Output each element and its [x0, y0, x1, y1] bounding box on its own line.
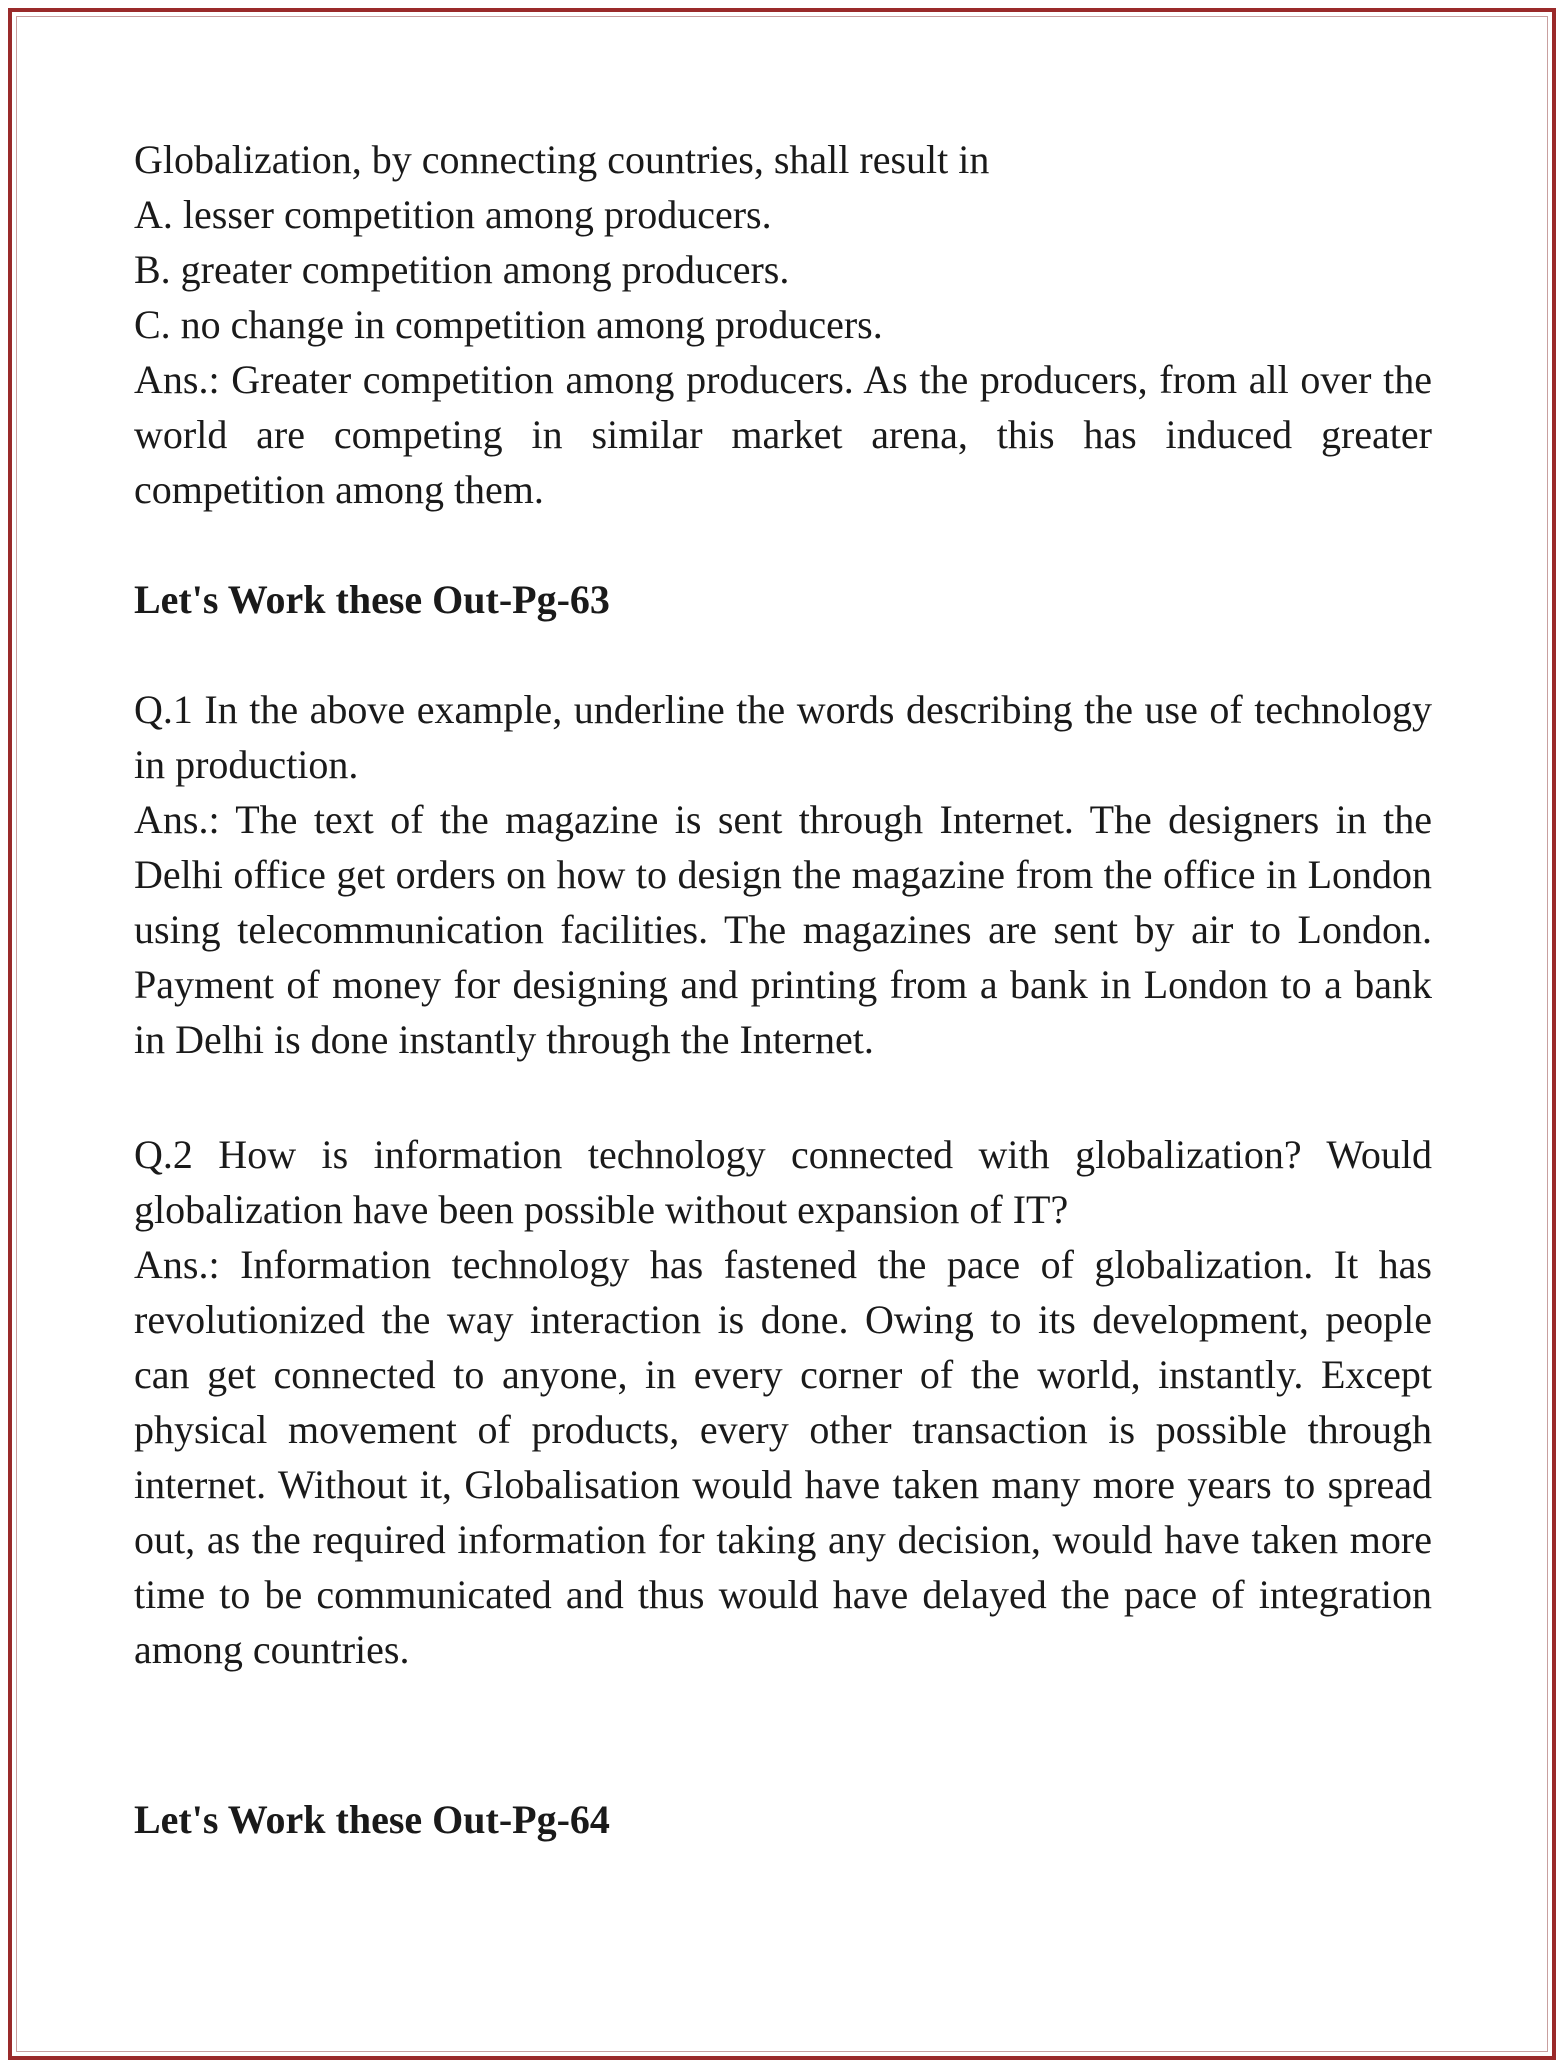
section-heading-pg63: Let's Work these Out-Pg-63: [134, 577, 610, 622]
question-2: [134, 1127, 1432, 1677]
section-heading-pg64: Let's Work these Out-Pg-64: [134, 1797, 610, 1842]
question-1: [134, 682, 1432, 1067]
question-text: Q.2 How is information technology connected with globalization? Would globalization have been possible without expansion of IT?: [134, 1132, 1432, 1232]
question-text: Q.1 In the above example, underline the words describing the use of technology in production.: [134, 687, 1432, 787]
document-body: [134, 132, 1432, 1847]
option-a: A. lesser competition among producers.: [134, 192, 772, 237]
option-b: B. greater competition among producers.: [134, 247, 790, 292]
answer-text: Ans.: Greater competition among producers. As the producers, from all over the world are competing in similar market arena, this has induced greater competition among them.: [134, 357, 1432, 512]
answer-text: Ans.: Information technology has fastened the pace of globalization. It has revolutionized the way interaction is done. Owing to its development, people can get connected to anyone, in every corner of the world, instantly. Except physical movement of products, every other transaction is possible through internet. Without it, Globalisation would have taken many more years to spread out, as the required information for taking any decision, would have taken more time to be communicated and thus would have delayed the pace of integration among countries.: [134, 1242, 1432, 1672]
option-c: C. no change in competition among producers.: [134, 302, 883, 347]
answer-text: Ans.: The text of the magazine is sent through Internet. The designers in the Delhi office get orders on how to design the magazine from the office in London using telecommunication facilities. The magazines are sent by air to London. Payment of money for designing and printing from a bank in London to a bank in Delhi is done instantly through the Internet.: [134, 797, 1432, 1062]
question-text: Globalization, by connecting countries, shall result in: [134, 137, 990, 182]
question-globalization: [134, 132, 1432, 517]
